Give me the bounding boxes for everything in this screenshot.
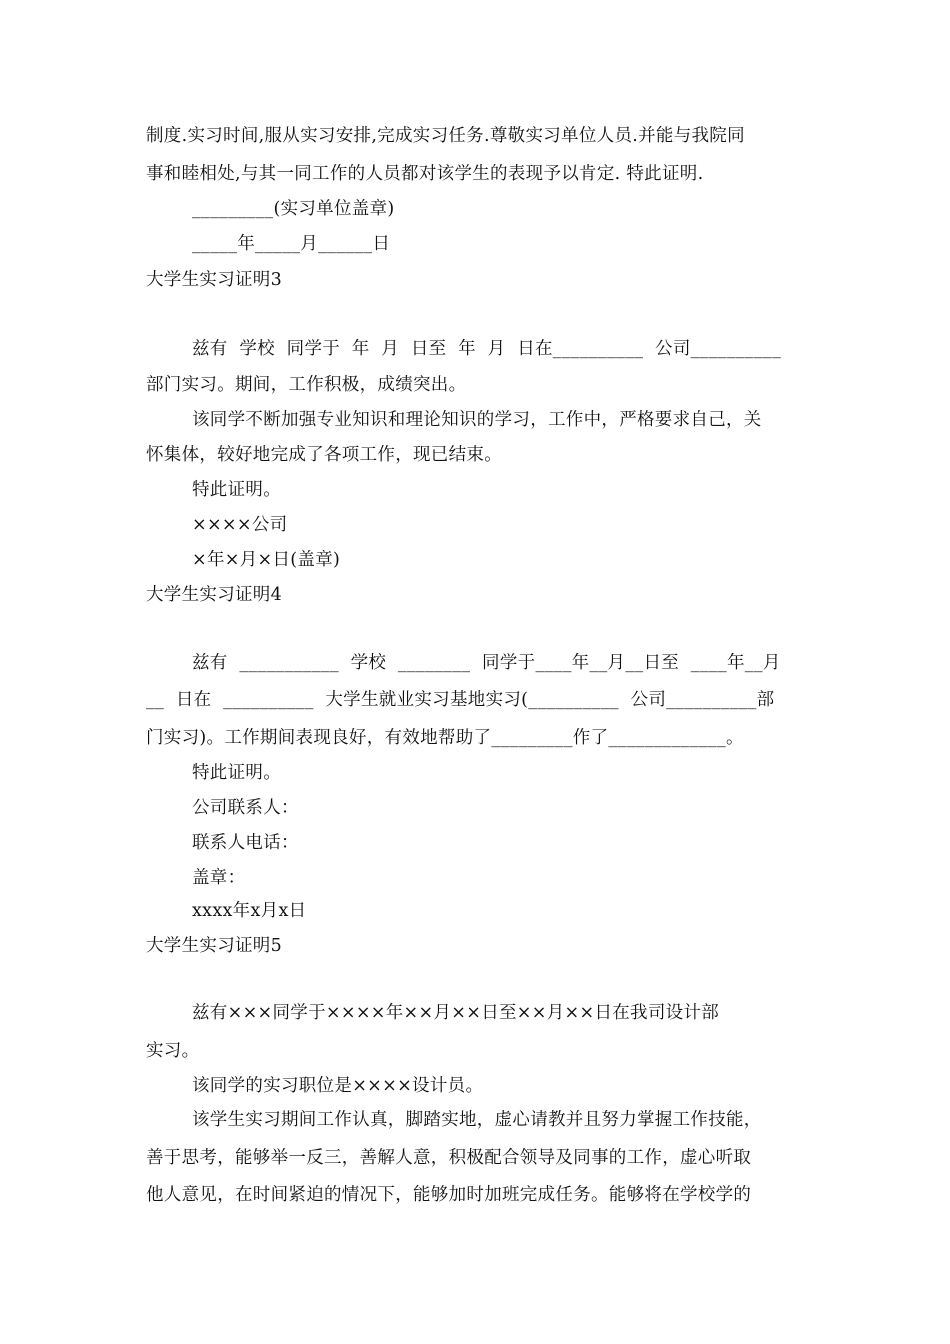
body-text-line: 善于思考，能够举一反三，善解人意，积极配合领导及同事的工作，虚心听取 [146, 1148, 752, 1168]
body-text-line: 实习。 [146, 1041, 200, 1061]
section-title: 大学生实习证明3 [146, 270, 283, 290]
body-text-line: 兹有 学校 同学于 年 月 日至 年 月 日在__________ 公司__________ [192, 339, 782, 359]
date-line: xxxx年x月x日 [192, 901, 307, 921]
body-text-line: 门实习)。工作期间表现良好，有效地帮助了_________作了_____________。 [146, 728, 744, 748]
date-line: ×年×月×日(盖章) [192, 550, 341, 570]
body-text-line: __ 日在 __________ 大学生就业实习基地实习(__________ 公司__________部 [146, 690, 775, 710]
seal-line: _________(实习单位盖章) [192, 199, 395, 219]
body-text-line: 部门实习。期间，工作积极，成绩突出。 [146, 375, 467, 395]
body-text-line: 他人意见，在时间紧迫的情况下，能够加时加班完成任务。能够将在学校学的 [146, 1185, 752, 1205]
body-text-line: 制度.实习时间,服从实习安排,完成实习任务.尊敬实习单位人员.并能与我院同 [146, 126, 745, 146]
company-name: ××××公司 [192, 515, 288, 535]
section-title: 大学生实习证明4 [146, 585, 283, 605]
section-title: 大学生实习证明5 [146, 936, 283, 956]
body-text-line: 该同学不断加强专业知识和理论知识的学习，工作中，严格要求自己，关 [192, 410, 762, 430]
closing-text: 特此证明。 [192, 763, 281, 783]
closing-text: 特此证明。 [192, 480, 281, 500]
body-text-line: 该学生实习期间工作认真，脚踏实地，虚心请教并且努力掌握工作技能， [192, 1110, 762, 1130]
seal-label: 盖章： [192, 868, 246, 888]
body-text-line: 兹有 ___________ 学校 ________ 同学于____年__月__日至 ____年__月 [192, 653, 781, 673]
body-text-line: 该同学的实习职位是××××设计员。 [192, 1076, 484, 1096]
contact-person-label: 公司联系人： [192, 798, 299, 818]
body-text-line: 怀集体，较好地完成了各项工作，现已结束。 [146, 445, 502, 465]
body-text-line: 兹有×××同学于××××年××月××日至××月××日在我司设计部 [192, 1003, 720, 1023]
body-text-line: 事和睦相处,与其一同工作的人员都对该学生的表现予以肯定. 特此证明. [146, 164, 704, 184]
date-line: _____年_____月______日 [192, 234, 391, 254]
contact-phone-label: 联系人电话： [192, 833, 299, 853]
